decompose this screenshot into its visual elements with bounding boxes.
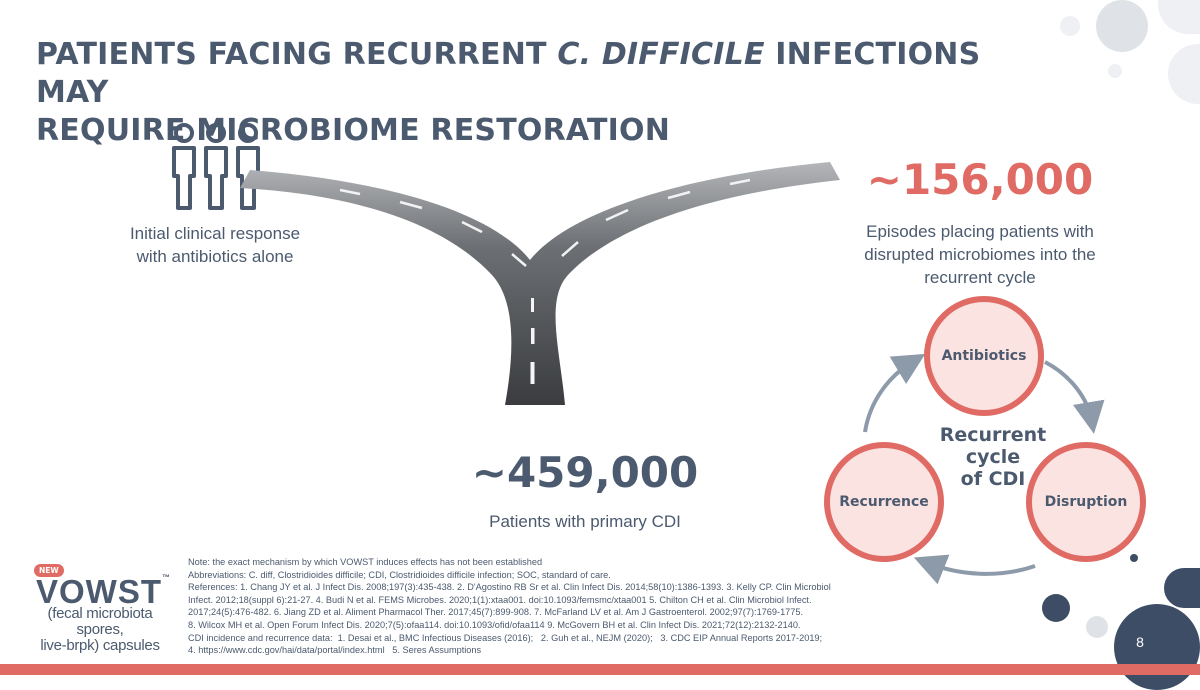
- footnote-line: References: 1. Chang JY et al. J Infect Dis. 2008;197(3):435-438. 2. D'Agostino RB Sr et al. Clin Infect Dis. 2014;58(10):1386-1393. 3. Kelly CP. Clin Microbiol: [188, 582, 831, 593]
- decor-circle: [1096, 0, 1148, 52]
- cycle-node-label: Recurrence: [839, 494, 929, 510]
- cycle-node-label: Disruption: [1044, 494, 1128, 510]
- decor-circle: [1042, 594, 1070, 622]
- decor-circle: [1086, 616, 1108, 638]
- footnote-line: 8. Wilcox MH et al. Open Forum Infect Dis. 2020;7(5):ofaa114. doi:10.1093/ofid/ofaa114 9. McGovern BH et al. Clin Infect Dis. 2021;72(12):2132-2140.: [188, 619, 801, 630]
- left-stat-text: Initial clinical response with antibiotics alone: [129, 224, 301, 266]
- center-stat-text: Patients with primary CDI: [489, 512, 681, 531]
- decor-circle: [1108, 64, 1122, 78]
- decor-circle: [1060, 16, 1080, 36]
- footnote-line: 2017;24(5):476-482. 6. Jiang ZD et al. Aliment Pharmacol Ther. 2017;45(7):899-908. 7. McFarland LV et al. Am J Gastroenterol. 2002;97(7):1769-1775.: [188, 607, 804, 618]
- cycle-center-label: Recurrent cycle of CDI: [939, 424, 1047, 490]
- new-badge: NEW: [34, 564, 64, 577]
- footnote-line: 4. https://www.cdc.gov/hai/data/portal/index.html 5. Seres Assumptions: [188, 645, 482, 656]
- page-number: 8: [1136, 634, 1144, 650]
- footnote-line: Abbreviations: C. diff, Clostridioides difficile; CDI, Clostridioides difficile infection; SOC, standard of care.: [188, 569, 611, 580]
- decor-circle: [1158, 0, 1200, 34]
- cycle-node-antibiotics: [924, 296, 1044, 416]
- footnotes: [188, 556, 908, 657]
- footnote-line: Infect. 2012;18(suppl 6):21-27. 4. Budi N et al. FEMS Microbes. 2020;1(1):xtaa001. doi:10.1093/femsmc/xtaa001 5. Chilton CH et al. Clin Microbiol Infect.: [188, 594, 812, 605]
- brand-subtitle: (fecal microbiota spores, live-brpk) capsules: [40, 605, 160, 654]
- footnote-line: Note: the exact mechanism by which VOWST induces effects has not been established: [188, 557, 543, 567]
- right-stat-text: Episodes placing patients with disrupted microbiomes into the recurrent cycle: [864, 222, 1096, 287]
- footnote-line: CDI incidence and recurrence data: 1. Desai et al., BMC Infectious Diseases (2016); 2. Guh et al., NEJM (2020); 3. CDC EIP Annual Reports 2017-2019;: [188, 632, 823, 643]
- brand-name: VOWST™: [36, 573, 171, 610]
- decor-circle: [1164, 568, 1200, 608]
- cycle-node-label: Antibiotics: [941, 348, 1027, 364]
- right-stat-value: ~156,000: [866, 155, 1094, 204]
- center-stat-value: ~459,000: [471, 448, 699, 497]
- bottom-accent-bar: [0, 664, 1200, 675]
- decor-circle: [1168, 44, 1200, 104]
- page-title: PATIENTS FACING RECURRENT C. DIFFICILE INFECTIONS MAY REQUIRE MICROBIOME RESTORATION: [36, 37, 981, 148]
- forked-road-image: [230, 150, 850, 420]
